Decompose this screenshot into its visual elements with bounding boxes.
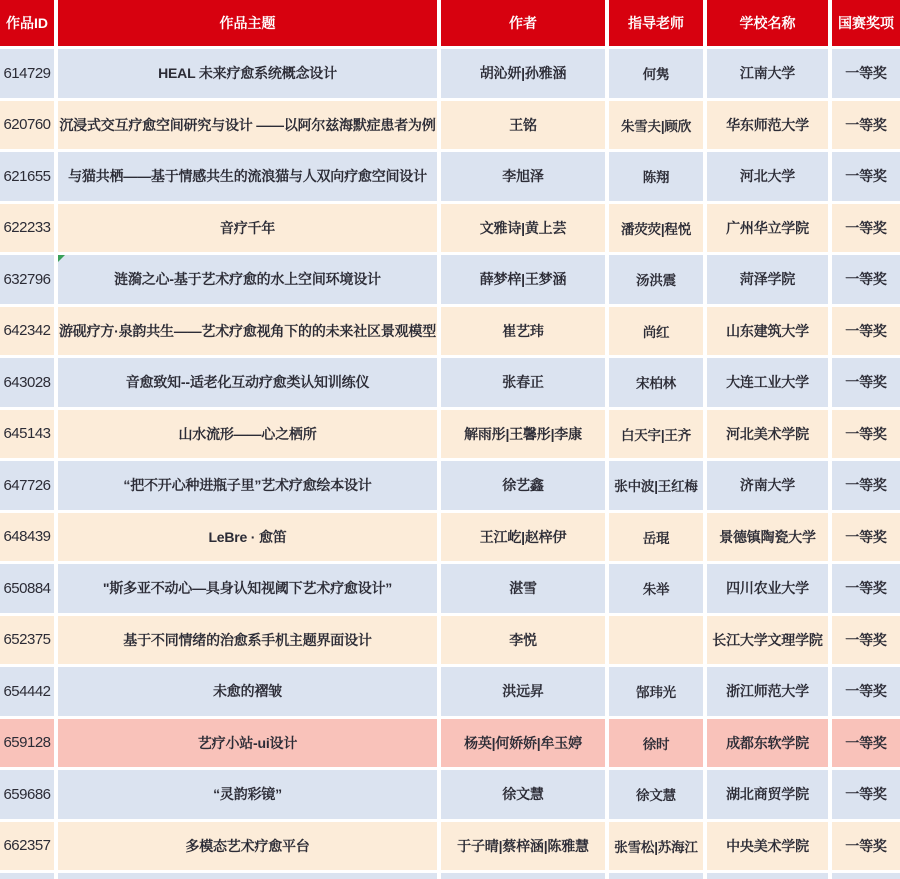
- school-cell[interactable]: 广州华立学院: [707, 204, 828, 253]
- work-id-cell[interactable]: 659128: [0, 719, 54, 768]
- column-header-award[interactable]: 国赛奖项: [832, 0, 900, 46]
- work-title-text: 未愈的褶皱: [213, 683, 282, 700]
- table-row: [0, 719, 900, 768]
- school-cell[interactable]: 湖北商贸学院: [707, 770, 828, 819]
- award-cell[interactable]: 一等奖: [832, 719, 900, 768]
- teachers-cell[interactable]: 陈翔: [609, 152, 703, 201]
- column-header-teachers[interactable]: 指导老师: [609, 0, 703, 46]
- authors-cell[interactable]: 张春正: [441, 358, 605, 407]
- work-id-cell[interactable]: 643028: [0, 358, 54, 407]
- authors-cell[interactable]: [441, 873, 605, 879]
- work-title-text: 沉浸式交互疗愈空间研究与设计 ——以阿尔兹海默症患者为例: [59, 116, 436, 133]
- table-header-row: [0, 0, 900, 46]
- authors-cell[interactable]: 解雨彤|王馨彤|李康: [441, 410, 605, 459]
- award-cell[interactable]: 一等奖: [832, 513, 900, 562]
- authors-cell[interactable]: 杨英|何娇娇|牟玉婷: [441, 719, 605, 768]
- table-row: [0, 410, 900, 459]
- authors-cell[interactable]: 徐艺鑫: [441, 461, 605, 510]
- authors-cell[interactable]: 李悦: [441, 616, 605, 665]
- authors-cell[interactable]: 王铭: [441, 101, 605, 150]
- table-row: [0, 358, 900, 407]
- work-title-text: HEAL 未来疗愈系统概念设计: [158, 65, 337, 82]
- award-cell[interactable]: [832, 873, 900, 879]
- work-id-cell[interactable]: 614729: [0, 49, 54, 98]
- teachers-cell[interactable]: 朱雪夫|顾欣: [609, 101, 703, 150]
- authors-cell[interactable]: 胡沁妍|孙雅涵: [441, 49, 605, 98]
- work-title-text: “把不开心种进瓶子里”艺术疗愈绘本设计: [123, 477, 372, 494]
- work-title-cell[interactable]: [58, 719, 437, 768]
- work-title-cell[interactable]: [58, 49, 437, 98]
- school-cell[interactable]: 河北美术学院: [707, 410, 828, 459]
- work-title-cell[interactable]: [58, 307, 437, 356]
- teachers-cell[interactable]: 郜玮光: [609, 667, 703, 716]
- teachers-cell[interactable]: 潘荧荧|程悦: [609, 204, 703, 253]
- authors-cell[interactable]: 于子晴|蔡梓涵|陈雅慧: [441, 822, 605, 871]
- school-cell[interactable]: 景德镇陶瓷大学: [707, 513, 828, 562]
- work-id-cell[interactable]: 654442: [0, 667, 54, 716]
- work-title-text: 音愈致知--适老化互动疗愈类认知训练仪: [125, 374, 370, 391]
- column-header-authors[interactable]: 作者: [441, 0, 605, 46]
- work-title-text: 与猫共栖——基于情感共生的流浪猫与人双向疗愈空间设计: [68, 168, 427, 185]
- work-id-cell[interactable]: 645143: [0, 410, 54, 459]
- authors-cell[interactable]: 王江屹|赵梓伊: [441, 513, 605, 562]
- school-cell[interactable]: 成都东软学院: [707, 719, 828, 768]
- work-title-text: 涟漪之心-基于艺术疗愈的水上空间环境设计: [114, 271, 381, 288]
- teachers-cell[interactable]: [609, 873, 703, 879]
- table-row: [0, 255, 900, 304]
- table-row: [0, 461, 900, 510]
- school-cell[interactable]: 河北大学: [707, 152, 828, 201]
- work-id-cell[interactable]: 647726: [0, 461, 54, 510]
- work-title-text: 基于不同情绪的治愈系手机主题界面设计: [123, 631, 372, 648]
- column-header-id[interactable]: 作品ID: [0, 0, 54, 46]
- table-row: [0, 770, 900, 819]
- school-cell[interactable]: 江南大学: [707, 49, 828, 98]
- column-header-school[interactable]: 学校名称: [707, 0, 828, 46]
- award-cell[interactable]: 一等奖: [832, 770, 900, 819]
- teachers-cell[interactable]: 张雪松|苏海江: [609, 822, 703, 871]
- table-row: [0, 152, 900, 201]
- work-title-cell[interactable]: [58, 667, 437, 716]
- award-cell[interactable]: 一等奖: [832, 101, 900, 150]
- school-cell[interactable]: [707, 873, 828, 879]
- award-cell[interactable]: 一等奖: [832, 461, 900, 510]
- school-cell[interactable]: 大连工业大学: [707, 358, 828, 407]
- award-cell[interactable]: 一等奖: [832, 564, 900, 613]
- work-title-text: LeBre · 愈笛: [208, 528, 287, 545]
- award-cell[interactable]: 一等奖: [832, 667, 900, 716]
- school-cell[interactable]: 浙江师范大学: [707, 667, 828, 716]
- authors-cell[interactable]: 文雅诗|黄上芸: [441, 204, 605, 253]
- table-row: [0, 101, 900, 150]
- teachers-cell[interactable]: [609, 616, 703, 665]
- teachers-cell[interactable]: 徐时: [609, 719, 703, 768]
- award-cell[interactable]: 一等奖: [832, 255, 900, 304]
- work-id-cell[interactable]: 642342: [0, 307, 54, 356]
- authors-cell[interactable]: 湛雪: [441, 564, 605, 613]
- work-title-text: “灵韵彩镜”: [213, 786, 282, 803]
- work-title-text: 山水流形——心之栖所: [178, 425, 317, 442]
- work-title-cell[interactable]: [58, 564, 437, 613]
- work-title-cell[interactable]: [58, 770, 437, 819]
- work-title-text: 音疗千年: [219, 219, 276, 236]
- award-cell[interactable]: 一等奖: [832, 307, 900, 356]
- school-cell[interactable]: 华东师范大学: [707, 101, 828, 150]
- teachers-cell[interactable]: 宋柏林: [609, 358, 703, 407]
- column-header-title[interactable]: 作品主题: [58, 0, 437, 46]
- table-row: [0, 616, 900, 665]
- work-id-cell[interactable]: 662357: [0, 822, 54, 871]
- table-row: [0, 307, 900, 356]
- school-cell[interactable]: 长江大学文理学院: [707, 616, 828, 665]
- table-row: [0, 513, 900, 562]
- work-title-text: "斯多亚不动心—具身认知视阈下艺术疗愈设计”: [102, 580, 393, 597]
- school-cell[interactable]: 中央美术学院: [707, 822, 828, 871]
- work-title-cell[interactable]: [58, 101, 437, 150]
- work-title-text: 游砚疗方·泉韵共生——艺术疗愈视角下的的未来社区景观模型: [58, 322, 437, 339]
- authors-cell[interactable]: 徐文慧: [441, 770, 605, 819]
- work-title-text: 艺疗小站-ui设计: [197, 734, 298, 751]
- work-title-cell[interactable]: [58, 461, 437, 510]
- award-cell[interactable]: 一等奖: [832, 152, 900, 201]
- work-title-cell[interactable]: [58, 822, 437, 871]
- award-cell[interactable]: 一等奖: [832, 410, 900, 459]
- teachers-cell[interactable]: 尚红: [609, 307, 703, 356]
- work-id-cell[interactable]: 659686: [0, 770, 54, 819]
- teachers-cell[interactable]: 朱举: [609, 564, 703, 613]
- school-cell[interactable]: 济南大学: [707, 461, 828, 510]
- work-id-cell[interactable]: 648439: [0, 513, 54, 562]
- work-id-cell[interactable]: 652375: [0, 616, 54, 665]
- table-row: [0, 822, 900, 871]
- teachers-cell[interactable]: 岳琨: [609, 513, 703, 562]
- work-title-text: 多模态艺术疗愈平台: [185, 837, 310, 854]
- work-id-cell[interactable]: [0, 873, 54, 879]
- school-cell[interactable]: 菏泽学院: [707, 255, 828, 304]
- work-title-cell[interactable]: [58, 616, 437, 665]
- work-id-cell[interactable]: 650884: [0, 564, 54, 613]
- teachers-cell[interactable]: 汤洪震: [609, 255, 703, 304]
- table-row: [0, 873, 900, 879]
- work-title-cell[interactable]: [58, 513, 437, 562]
- table-body: [0, 49, 900, 879]
- authors-cell[interactable]: 李旭泽: [441, 152, 605, 201]
- school-cell[interactable]: 山东建筑大学: [707, 307, 828, 356]
- teachers-cell[interactable]: 白天宇|王齐: [609, 410, 703, 459]
- authors-cell[interactable]: 薛梦梓|王梦涵: [441, 255, 605, 304]
- table-row: [0, 204, 900, 253]
- work-title-cell[interactable]: [58, 152, 437, 201]
- award-cell[interactable]: 一等奖: [832, 822, 900, 871]
- work-id-cell[interactable]: 621655: [0, 152, 54, 201]
- work-title-cell[interactable]: [58, 873, 437, 879]
- award-cell[interactable]: 一等奖: [832, 358, 900, 407]
- award-cell[interactable]: 一等奖: [832, 204, 900, 253]
- award-cell[interactable]: 一等奖: [832, 49, 900, 98]
- school-cell[interactable]: 四川农业大学: [707, 564, 828, 613]
- table-row: [0, 667, 900, 716]
- award-cell[interactable]: 一等奖: [832, 616, 900, 665]
- work-title-cell[interactable]: [58, 255, 437, 304]
- work-title-cell[interactable]: [58, 204, 437, 253]
- work-title-cell[interactable]: [58, 358, 437, 407]
- teachers-cell[interactable]: 张中波|王红梅: [609, 461, 703, 510]
- table-row: [0, 564, 900, 613]
- teachers-cell[interactable]: 何隽: [609, 49, 703, 98]
- authors-cell[interactable]: 崔艺玮: [441, 307, 605, 356]
- teachers-cell[interactable]: 徐文慧: [609, 770, 703, 819]
- authors-cell[interactable]: 洪远昇: [441, 667, 605, 716]
- work-title-cell[interactable]: [58, 410, 437, 459]
- work-id-cell[interactable]: 632796: [0, 255, 54, 304]
- cell-error-corner-icon: [58, 255, 65, 262]
- work-id-cell[interactable]: 622233: [0, 204, 54, 253]
- work-id-cell[interactable]: 620760: [0, 101, 54, 150]
- table-row: [0, 49, 900, 98]
